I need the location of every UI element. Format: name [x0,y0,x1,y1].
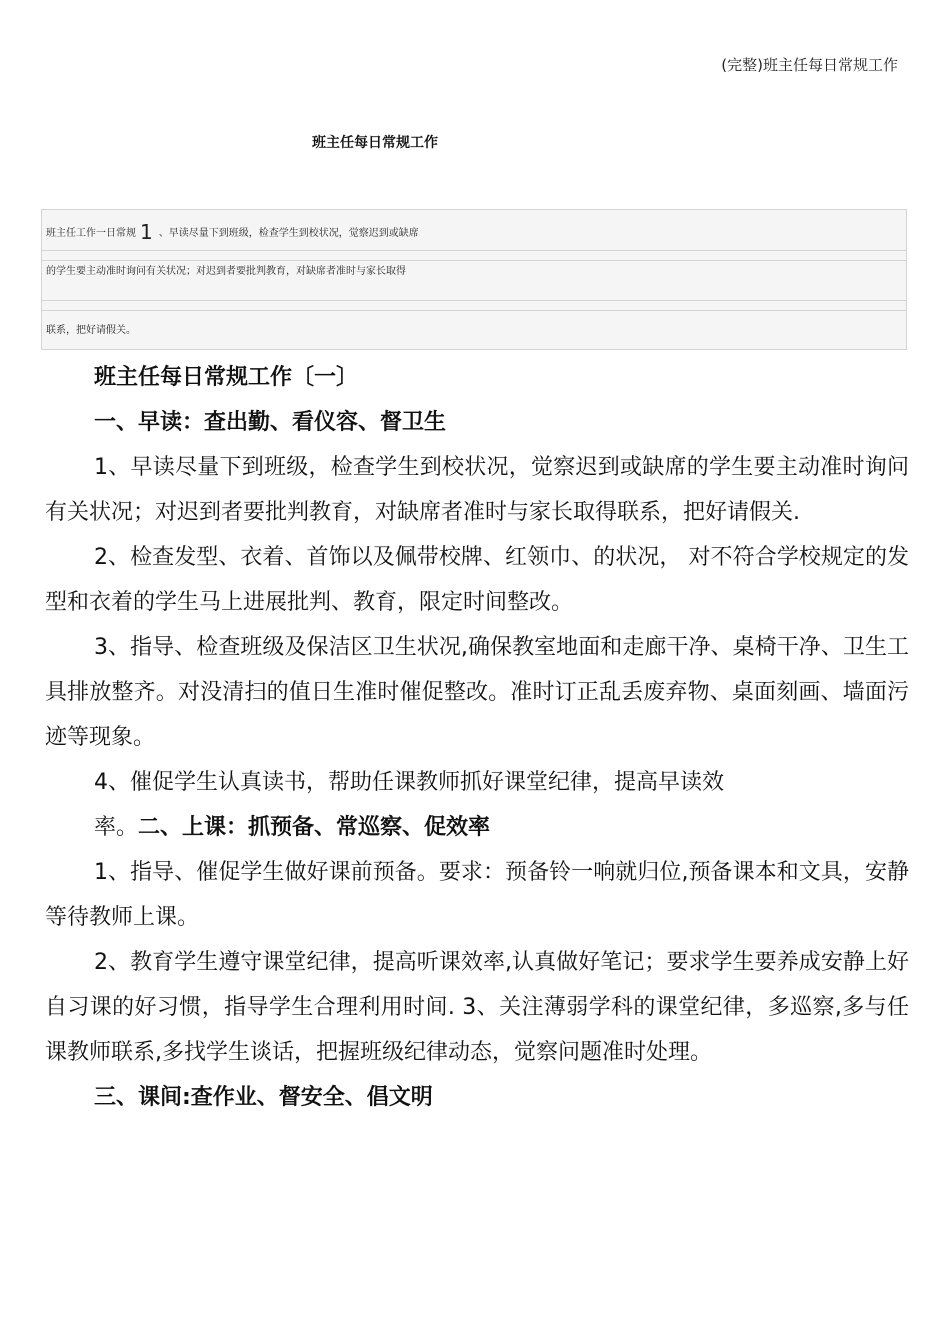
excerpt-line-2: 的学生要主动准时询问有关状况；对迟到者要批判教育，对缺席者准时与家长取得 [46,266,406,277]
paragraph-5: 1、指导、催促学生做好课前预备。要求：预备铃一响就归位,预备课本和文具，安静等待教师上课。 [45,860,909,930]
paragraph-3: 3、指导、检查班级及保洁区卫生状况,确保教室地面和走廊干净、桌椅干净、卫生工具排放整齐。对没清扫的值日生准时催促整改。准时订正乱丢废弃物、桌面刻画、墙面污迹等现象。 [45,635,909,750]
excerpt-box [41,209,907,350]
heading-break-time: 三、课间:查作业、督安全、倡文明 [94,1085,433,1110]
heading-class-time: 二、上课：抓预备、常巡察、促效率 [138,815,491,840]
heading-morning-reading: 一、早读：查出勤、看仪容、督卫生 [94,410,447,435]
paragraph-4-end: 率。 [94,815,139,840]
divider [42,310,906,311]
document-body [45,355,909,1120]
divider [42,260,906,261]
excerpt-line-1-prefix: 班主任工作一日常规 [46,228,136,239]
divider [42,250,906,251]
excerpt-number: 1 [140,220,153,244]
divider [42,300,906,301]
running-header: (完整)班主任每日常规工作 [721,56,898,74]
paragraph-4-continued [45,805,909,850]
document-title: 班主任每日常规工作 [312,135,438,151]
section-title: 班主任每日常规工作〔一〕 [94,365,359,390]
paragraph-4: 4、催促学生认真读书，帮助任课教师抓好课堂纪律，提高早读效 [94,770,724,795]
excerpt-line-1 [46,220,419,244]
excerpt-line-3: 联系，把好请假关。 [46,325,136,336]
paragraph-2: 2、检查发型、衣着、首饰以及佩带校牌、红领巾、的状况， 对不符合学校规定的发型和衣着的学生马上进展批判、教育，限定时间整改。 [45,545,909,615]
paragraph-1: 1、早读尽量下到班级，检查学生到校状况，觉察迟到或缺席的学生要主动准时询问有关状况；对迟到者要批判教育，对缺席者准时与家长取得联系，把好请假关. [45,455,909,525]
paragraph-6: 2、教育学生遵守课堂纪律，提高听课效率,认真做好笔记；要求学生要养成安静上好自习课的好习惯，指导学生合理利用时间. 3、关注薄弱学科的课堂纪律，多巡察,多与任课教师联系,多找学生谈话，把握班级纪律动态，觉察问题准时处理。 [45,950,909,1065]
excerpt-line-1-suffix: 、早读尽量下到班级，检查学生到校状况，觉察迟到或缺席 [158,228,419,239]
